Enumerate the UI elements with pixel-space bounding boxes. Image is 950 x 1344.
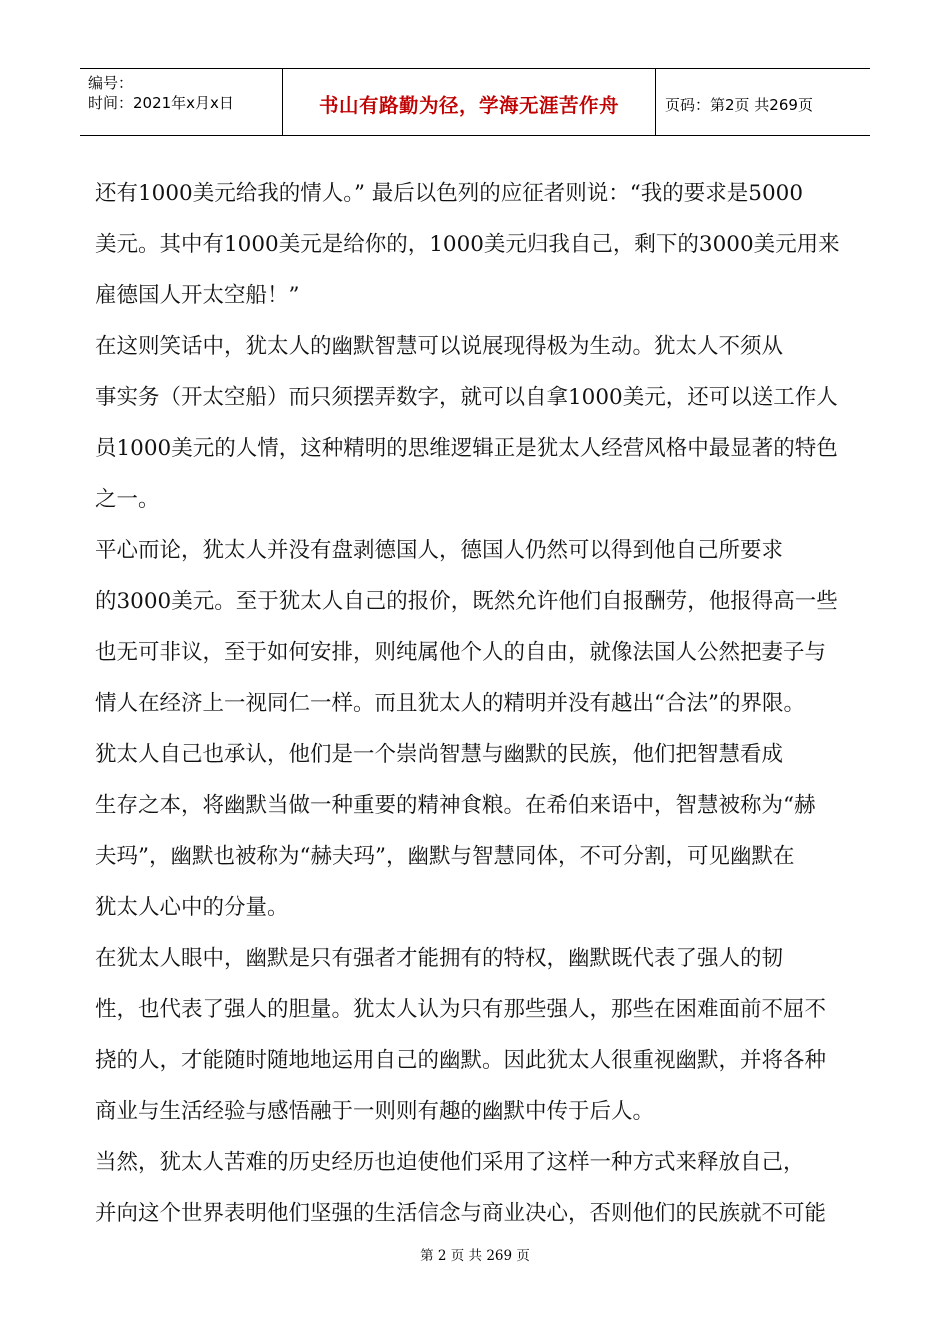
body-line: 还有1000美元给我的情人。” 最后以色列的应征者则说：“我的要求是5000 (95, 181, 804, 206)
slogan-text: 书山有路勤为径，学海无涯苦作舟 (318, 94, 619, 117)
body-line: 雇德国人开太空船！” (95, 283, 300, 308)
body-line: 事实务（开太空船）而只须摆弄数字，就可以自拿1000美元，还可以送工作人 (95, 385, 838, 410)
header-page-cell (656, 69, 870, 135)
body-line: 在犹太人眼中，幽默是只有强者才能拥有的特权，幽默既代表了强人的韧 (95, 946, 784, 971)
body-line: 平心而论，犹太人并没有盘剥德国人，德国人仍然可以得到他自己所要求 (95, 538, 784, 563)
body-line: 犹太人自己也承认，他们是一个崇尚智慧与幽默的民族，他们把智慧看成 (95, 742, 784, 767)
header-meta-cell (80, 69, 283, 135)
body-line: 并向这个世界表明他们坚强的生活信念与商业决心，否则他们的民族就不可能 (95, 1201, 827, 1226)
document-header (80, 68, 870, 136)
document-body (95, 168, 860, 1239)
page-info: 页码：第2页 共269页 (665, 95, 813, 114)
body-line: 夫玛”，幽默也被称为“赫夫玛”，幽默与智慧同体，不可分割，可见幽默在 (95, 844, 795, 869)
body-line: 的3000美元。至于犹太人自己的报价，既然允许他们自报酬劳，他报得高一些 (95, 589, 838, 614)
body-line: 情人在经济上一视同仁一样。而且犹太人的精明并没有越出“合法”的界限。 (95, 691, 805, 716)
body-line: 犹太人心中的分量。 (95, 895, 289, 920)
number-label: 编号： (88, 74, 134, 92)
body-line: 也无可非议，至于如何安排，则纯属他个人的自由，就像法国人公然把妻子与 (95, 640, 827, 665)
body-line: 性，也代表了强人的胆量。犹太人认为只有那些强人，那些在困难面前不屈不 (95, 997, 827, 1022)
time-label: 时间：2021年x月x日 (88, 94, 234, 112)
body-line: 生存之本，将幽默当做一种重要的精神食粮。在希伯来语中，智慧被称为“赫 (95, 793, 816, 818)
body-line: 员1000美元的人情，这种精明的思维逻辑正是犹太人经营风格中最显著的特色 (95, 436, 838, 461)
page-footer (0, 1244, 950, 1264)
header-slogan-cell (283, 69, 656, 135)
body-line: 挠的人，才能随时随地地运用自己的幽默。因此犹太人很重视幽默，并将各种 (95, 1048, 827, 1073)
body-line: 美元。其中有1000美元是给你的，1000美元归我自己，剩下的3000美元用来 (95, 232, 840, 257)
body-line: 当然，犹太人苦难的历史经历也迫使他们采用了这样一种方式来释放自己， (95, 1150, 805, 1175)
footer-page-number: 第 2 页 共 269 页 (420, 1248, 530, 1264)
body-line: 商业与生活经验与感悟融于一则则有趣的幽默中传于后人。 (95, 1099, 655, 1124)
body-line: 之一。 (95, 487, 160, 512)
body-line: 在这则笑话中，犹太人的幽默智慧可以说展现得极为生动。犹太人不须从 (95, 334, 784, 359)
